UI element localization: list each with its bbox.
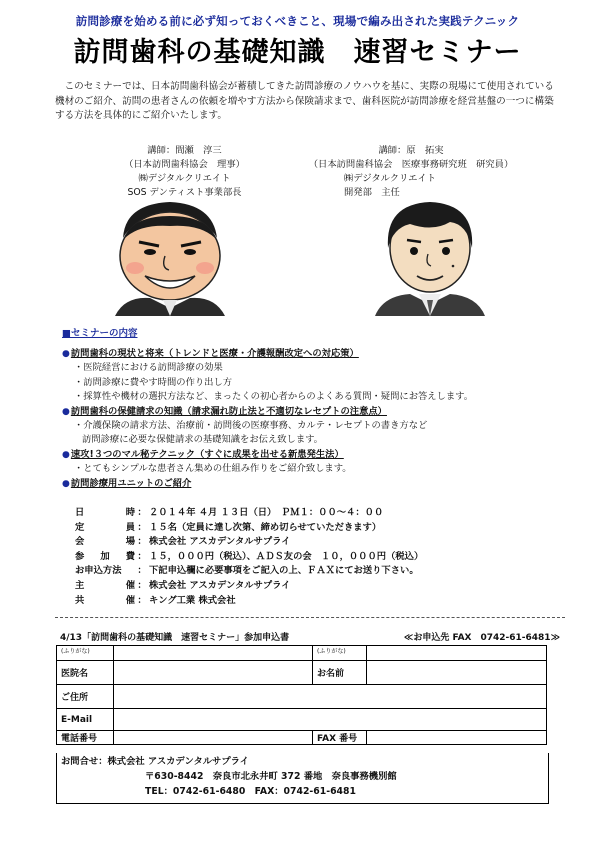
topic-1-bullet-3: ・採算性や機材の選択方法など、まったくの初心者からのよくある質問・疑問にお答えします。: [74, 391, 474, 403]
topic-3: [62, 448, 562, 462]
person-name-field[interactable]: [367, 661, 547, 685]
bullet-dot-icon: ●: [62, 449, 70, 460]
speaker-2-portrait: [355, 196, 505, 316]
topic-2-bullet-1: ・介護保険の請求方法、治療前・訪問後の医療事務、カルテ・レセプトの書き方など: [74, 420, 428, 432]
detail-date: 日 時 ： ２０１４年 ４月 １３日（日） ＰＭ１：００～４：００: [75, 506, 423, 521]
detail-value: 株式会社 アスカデンタルサプライ: [149, 579, 291, 591]
speaker-2-name: 講師：原 拓実: [378, 145, 444, 156]
detail-label: 定: [75, 521, 85, 533]
fax-note: ≪お申込先 FAX 0742-61-6481≫: [403, 633, 560, 643]
speaker-2: [296, 144, 526, 200]
furigana-label: (ふりがな): [57, 646, 114, 661]
clinic-furigana-field[interactable]: [114, 646, 313, 661]
fax-label: FAX 番号: [313, 731, 367, 745]
detail-label: 費: [125, 550, 135, 562]
speaker-1-portrait: [95, 196, 245, 316]
speaker-1: [82, 144, 287, 200]
detail-value: ２０１４年 ４月 １３日（日） ＰＭ１：００～４：００: [149, 507, 384, 518]
detail-fee: 参 加 費 ： １５，０００円（税込）、ＡＤＳ友の会 １０，０００円（税込）: [75, 550, 423, 565]
detail-co-organizer: 共 催 ： キング工業 株式会社: [75, 594, 423, 609]
topic-2-bullet-2: 訪問診療に必要な保健請求の基礎知識をお伝え致します。: [82, 434, 323, 446]
detail-value: キング工業 株式会社: [149, 594, 236, 606]
clinic-name-label: 医院名: [57, 661, 114, 685]
contact-address: 〒630-8442 奈良市北永井町 372 番地 奈良事務機別館: [145, 770, 397, 782]
detail-label: 催: [125, 594, 135, 606]
speaker-2-org2: ㈱デジタルクリエイト: [344, 173, 437, 184]
phone-field[interactable]: [114, 731, 313, 745]
detail-label: 員: [125, 521, 135, 533]
detail-value: 下記申込欄に必要事項をご記入の上、ＦＡＸにてお送り下さい。: [149, 565, 419, 577]
contact-phone-fax: TEL：0742-61-6480 FAX：0742-61-6481: [145, 785, 356, 797]
section-heading: ■セミナーの内容: [62, 328, 138, 339]
form-heading: [60, 630, 560, 643]
topic-2-title: 訪問歯科の保健請求の知識（請求漏れ防止法と不適切なレセプトの注意点）: [70, 405, 387, 417]
page-title: 訪問歯科の基礎知識 速習セミナー: [73, 37, 522, 68]
person-name-label: お名前: [313, 661, 367, 685]
bullet-dot-icon: ●: [62, 349, 70, 359]
topic-3-bullet-1: ・とてもシンプルな患者さん集めの仕組み作りをご紹介致します。: [74, 463, 352, 475]
topic-4-title: 訪問診療用ユニットのご紹介: [70, 477, 192, 489]
speaker-1-org2: ㈱デジタルクリエイト: [138, 173, 231, 184]
detail-label: 共: [75, 594, 85, 606]
topic-3-title: 速攻!３つのマル秘テクニック（すぐに成果を出せる新患発生法）: [70, 448, 344, 460]
speaker-2-org1: （日本訪問歯科協会 医療事務研究班 研究員）: [308, 159, 514, 170]
detail-capacity: 定 員 ： １５名（定員に達し次第、締め切らせていただきます）: [75, 521, 423, 536]
phone-label: 電話番号: [57, 731, 114, 745]
detail-organizer: 主 催 ： 株式会社 アスカデンタルサプライ: [75, 579, 423, 594]
tagline: 訪問診療を始める前に必ず知っておくべきこと、現場で編み出された実践テクニック: [75, 14, 520, 28]
event-details: [75, 506, 423, 608]
detail-label: 場: [125, 536, 135, 548]
bullet-dot-icon: ●: [62, 406, 70, 417]
speaker-1-org1: （日本訪問歯科協会 理事）: [124, 159, 245, 170]
detail-label: 催: [125, 579, 135, 591]
address-label: ご住所: [57, 685, 114, 709]
detail-label: 加: [100, 550, 110, 562]
detail-label: 主: [75, 579, 85, 591]
speaker-1-org3: SOS デンティスト事業部長: [127, 187, 242, 198]
speaker-1-name: 講師：間瀬 淳三: [147, 145, 222, 156]
email-label: E-Mail: [57, 709, 114, 731]
detail-value: 株式会社 アスカデンタルサプライ: [149, 536, 291, 548]
seminar-contents: [62, 347, 562, 491]
detail-label: 日: [75, 507, 85, 518]
detail-label: 参: [75, 550, 85, 562]
intro-text: このセミナーでは、日本訪問歯科協会が蓄積してきた訪問診療のノウハウを基に、実際の現場にて使用されている機材のご紹介、訪問の患者さんの依頼を増やす方法から保険請求まで、歯科医院が訪問診療を経営基盤の一つに構築する方法を具体的にご紹介いたします。: [55, 81, 554, 121]
detail-label: お申込方法: [75, 565, 122, 577]
name-furigana-field[interactable]: [367, 646, 547, 661]
email-field[interactable]: [114, 709, 547, 731]
detail-apply: お申込方法 ： 下記申込欄に必要事項をご記入の上、ＦＡＸにてお送り下さい。: [75, 564, 423, 579]
bullet-dot-icon: ●: [62, 478, 70, 489]
cut-line: [55, 617, 565, 618]
clinic-name-field[interactable]: [114, 661, 313, 685]
detail-label: 会: [75, 536, 85, 548]
topic-1: [62, 347, 562, 361]
form-title: 4/13「訪問歯科の基礎知識 速習セミナー」参加申込書: [60, 633, 290, 643]
contact-line-1: お問合せ：株式会社 アスカデンタルサプライ: [61, 756, 249, 767]
detail-value: １５名（定員に達し次第、締め切らせていただきます）: [149, 521, 382, 533]
furigana-label: (ふりがな): [313, 646, 367, 661]
topic-2: [62, 405, 562, 419]
detail-label: 時: [125, 507, 135, 518]
detail-venue: 会 場 ： 株式会社 アスカデンタルサプライ: [75, 535, 423, 550]
contact-box: [56, 753, 549, 804]
detail-value: １５，０００円（税込）、ＡＤＳ友の会 １０，０００円（税込）: [149, 550, 424, 562]
application-form: [56, 645, 547, 745]
address-field[interactable]: [114, 685, 547, 709]
fax-field[interactable]: [367, 731, 547, 745]
topic-1-title: 訪問歯科の現状と将来（トレンドと医療・介護報酬改定への対応策）: [70, 348, 359, 359]
topic-1-bullet-1: ・医院経営における訪問診療の効果: [74, 362, 223, 374]
topic-4: [62, 477, 562, 491]
speaker-2-org3: 開発部 主任: [344, 187, 400, 198]
topic-1-bullet-2: ・訪問診療に費やす時間の作り出し方: [74, 376, 233, 388]
